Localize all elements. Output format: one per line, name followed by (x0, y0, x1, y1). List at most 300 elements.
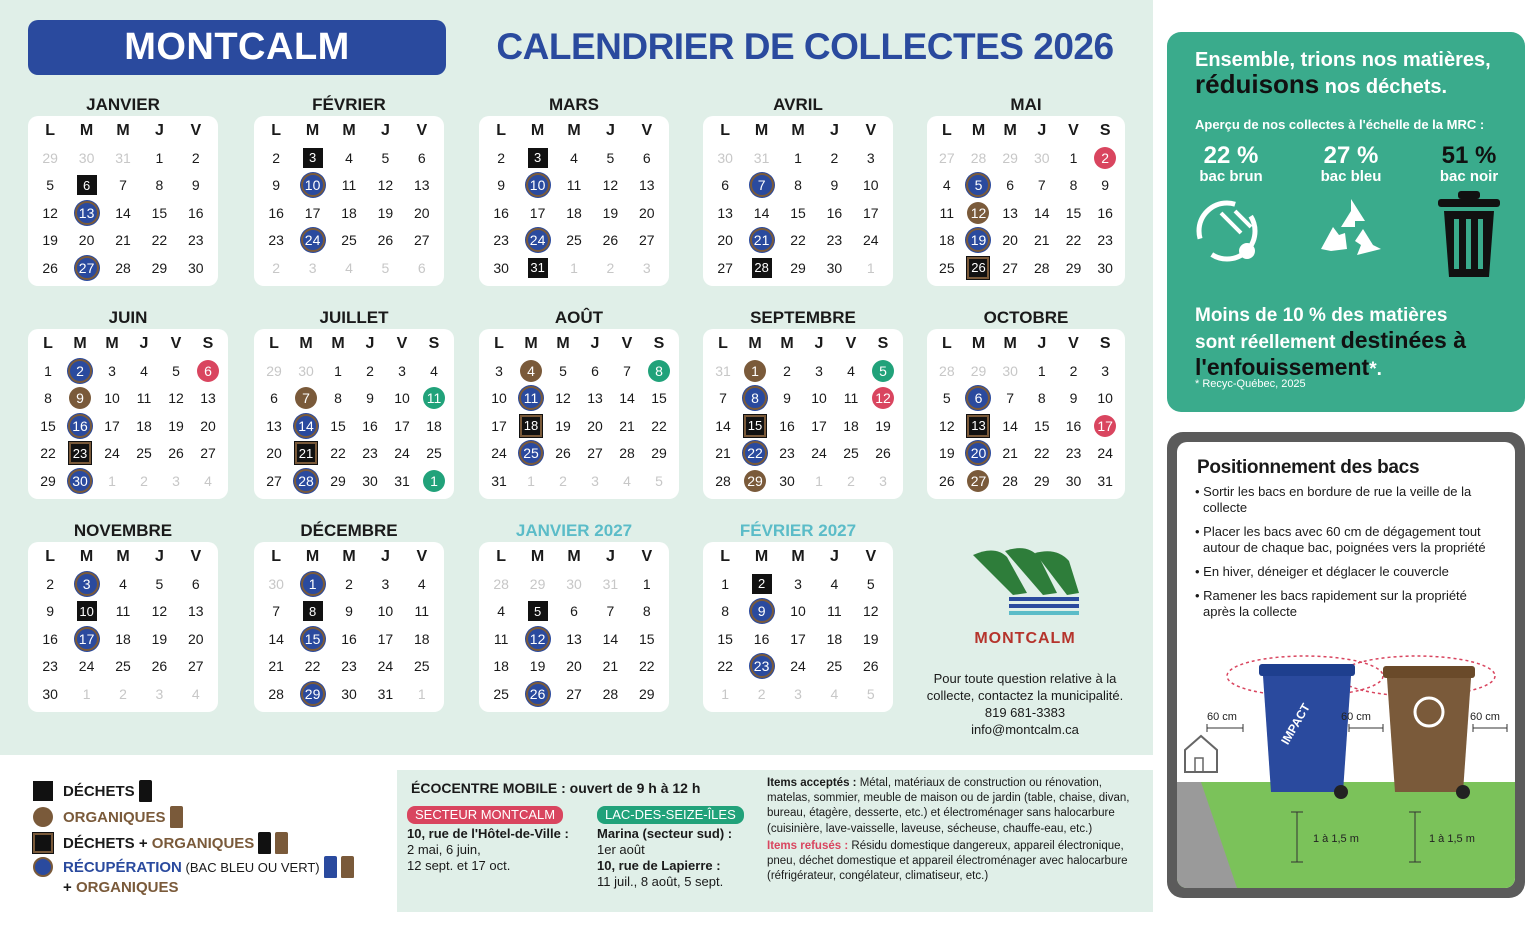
day-cell (404, 172, 440, 200)
day-number: 15 (790, 204, 806, 221)
day-cell (743, 570, 779, 598)
weekday-header: M (79, 122, 94, 139)
day-number: 3 (381, 575, 390, 592)
day-other-month: 1 (815, 472, 823, 489)
day-cell (780, 227, 816, 255)
day-number: 4 (430, 362, 438, 379)
day-cell (128, 357, 160, 385)
day-number: 26 (602, 232, 619, 249)
day-cell (331, 570, 367, 598)
day-number: 7 (1037, 177, 1046, 194)
trash-bin-icon (1434, 189, 1504, 279)
day-cell (547, 440, 579, 468)
day-cell (611, 357, 643, 385)
day-cell (707, 625, 743, 653)
weekday-header: J (590, 335, 600, 352)
day-number: 16 (341, 630, 357, 647)
month-name: MAI (1010, 95, 1042, 114)
day-cell (931, 440, 963, 468)
day-cell (64, 385, 96, 413)
day-number: 2 (272, 149, 281, 166)
day-cell (294, 598, 330, 626)
day-cell (515, 385, 547, 413)
day-cell (835, 385, 867, 413)
day-number: 27 (1002, 259, 1018, 276)
day-recuperation: 26 (526, 682, 550, 706)
day-cell (32, 412, 64, 440)
weekday-header: V (641, 548, 653, 565)
day-other-month: 28 (493, 575, 509, 592)
day-number: 14 (115, 204, 131, 221)
day-number: 18 (843, 417, 859, 434)
day-recuperation: 27 (75, 256, 99, 280)
brown-bin-icon (170, 806, 183, 828)
weekday-header: J (829, 548, 839, 565)
day-dechets: 8 (303, 601, 323, 621)
day-cell (547, 357, 579, 385)
day-number: 18 (115, 630, 131, 647)
compost-icon (1191, 193, 1271, 268)
day-cell (556, 227, 592, 255)
day-cell (816, 625, 852, 653)
ecocentre-title: ÉCOCENTRE MOBILE : ouvert de 9 h à 12 h (411, 780, 701, 796)
ecocentre-montcalm (407, 806, 587, 874)
day-cell (803, 412, 835, 440)
day-cell (128, 440, 160, 468)
day-cell (780, 254, 816, 282)
day-cell (290, 440, 322, 468)
weekday-header: M (105, 335, 119, 352)
month-name: JANVIER (86, 95, 160, 114)
day-cell (994, 227, 1026, 255)
month-card (254, 116, 444, 286)
day-number: 20 (587, 417, 603, 434)
day-cell (64, 412, 96, 440)
day-number: 19 (863, 630, 879, 647)
day-organiques: 7 (295, 387, 317, 409)
day-other-month: 30 (566, 575, 582, 592)
day-number: 13 (200, 390, 216, 407)
day-number: 2 (191, 149, 200, 166)
day-cell (290, 412, 322, 440)
day-cell (707, 653, 743, 681)
day-cell (258, 570, 294, 598)
weekday-header: V (865, 122, 877, 139)
day-number: 22 (40, 445, 56, 462)
day-cell (963, 412, 995, 440)
month-grid (931, 118, 1121, 282)
day-cell (258, 199, 294, 227)
day-number: 1 (1069, 149, 1078, 166)
weekday-header: S (428, 335, 440, 352)
day-cell (354, 385, 386, 413)
weekday-header: M (331, 335, 345, 352)
month-card (927, 116, 1125, 286)
day-number: 6 (591, 362, 599, 379)
weekday-header: V (1068, 335, 1079, 352)
dates-2a: 1er août (597, 842, 645, 857)
weekday-header: M (305, 548, 320, 565)
day-cell (931, 227, 963, 255)
day-cell (931, 467, 963, 495)
day-number: 3 (866, 149, 875, 166)
day-cell (178, 172, 214, 200)
positioning-list (1195, 484, 1495, 628)
day-cell (258, 598, 294, 626)
month-name: AOÛT (554, 308, 604, 327)
day-cell (739, 385, 771, 413)
framed-square-icon (33, 833, 53, 853)
month-card (254, 542, 444, 712)
legend (33, 778, 383, 896)
weekday-header: J (154, 548, 164, 565)
day-cell (483, 467, 515, 495)
day-number: 16 (753, 630, 770, 647)
day-cell (141, 598, 177, 626)
day-cell (1058, 254, 1090, 282)
month-name: NOVEMBRE (73, 521, 173, 540)
month-card (479, 329, 679, 499)
day-cell (32, 357, 64, 385)
month-card (479, 116, 669, 286)
day-other-month: 27 (939, 149, 955, 166)
day-cell (141, 653, 177, 681)
day-number: 4 (942, 177, 951, 194)
stats-heading-line-1: Ensemble, trions nos matières, (1195, 49, 1491, 71)
day-cell (178, 227, 214, 255)
day-cell (853, 199, 889, 227)
day-number: 12 (168, 390, 184, 407)
day-cell (994, 467, 1026, 495)
weekday-header: J (1037, 335, 1047, 352)
stats-footer-line-2b: destinées à (1340, 327, 1467, 353)
day-cell (707, 144, 743, 172)
day-cell (592, 172, 628, 200)
month-calendar (703, 307, 903, 499)
day-number: 18 (493, 658, 509, 675)
day-other-month: 2 (847, 472, 855, 489)
day-number: 22 (1065, 232, 1082, 249)
day-cell (515, 467, 547, 495)
day-ecocentre-lac: 1 (423, 470, 445, 492)
day-organiques: 1 (744, 360, 766, 382)
day-number: 25 (939, 259, 955, 276)
day-number: 23 (1097, 232, 1113, 249)
items-refused (767, 839, 1147, 885)
day-number: 10 (790, 603, 806, 620)
day-cell (853, 680, 889, 708)
day-other-month: 28 (939, 362, 955, 379)
day-cell (592, 680, 628, 708)
day-dechets: 3 (303, 148, 323, 168)
day-cell (579, 412, 611, 440)
brown-bin-icon (275, 832, 288, 854)
day-number: 19 (151, 630, 168, 647)
day-number: 24 (78, 658, 95, 675)
day-cell (707, 440, 739, 468)
dates-1b: 12 sept. et 17 oct. (407, 858, 511, 873)
day-cell (853, 570, 889, 598)
day-number: 19 (555, 417, 571, 434)
day-number: 4 (497, 603, 506, 620)
day-cell (835, 412, 867, 440)
day-cell (963, 227, 995, 255)
day-number: 10 (377, 603, 394, 620)
day-number: 27 (414, 232, 430, 249)
weekday-header: L (269, 335, 279, 352)
contact-phone: 819 681-3383 (984, 705, 1066, 720)
weekday-header: V (641, 122, 653, 139)
day-cell (592, 598, 628, 626)
day-cell (629, 254, 665, 282)
day-cell (519, 680, 555, 708)
day-organiques: 4 (520, 360, 542, 382)
day-number: 24 (863, 232, 879, 249)
month-calendar (703, 94, 893, 286)
day-cell (367, 144, 403, 172)
day-dechets-organiques: 23 (69, 442, 91, 464)
month-grid (32, 331, 224, 495)
month-name: DÉCEMBRE (300, 521, 398, 540)
contact-line-1: Pour toute question relative à la (933, 671, 1117, 686)
day-number: 2 (783, 362, 791, 379)
day-cell (1089, 254, 1121, 282)
day-number: 10 (491, 390, 507, 407)
day-cell (931, 199, 963, 227)
day-dechets: 28 (752, 258, 772, 278)
day-cell (556, 598, 592, 626)
day-cell (404, 227, 440, 255)
day-number: 9 (1101, 177, 1110, 194)
day-dechets: 3 (528, 148, 548, 168)
day-cell (1026, 440, 1058, 468)
day-cell (835, 440, 867, 468)
day-number: 31 (394, 472, 410, 489)
stats-subheading: Aperçu de nos collectes à l'échelle de la MRC : (1195, 117, 1485, 132)
accepted-label: Items acceptés : (767, 777, 857, 789)
day-cell (105, 680, 141, 708)
month-name: MARS (548, 95, 600, 114)
logo-text: MONTCALM (974, 630, 1076, 647)
month-grid (32, 544, 214, 708)
day-cell (354, 357, 386, 385)
day-dechets: 10 (77, 601, 97, 621)
day-cell (611, 467, 643, 495)
day-cell (367, 570, 403, 598)
day-number: 9 (1069, 390, 1078, 407)
stats-footer-line-3a: l'enfouissement (1195, 354, 1370, 380)
day-cell (367, 680, 403, 708)
day-cell (556, 570, 592, 598)
stats-footer-line-3b: *. (1369, 359, 1382, 380)
day-number: 30 (341, 685, 357, 702)
day-cell (1058, 144, 1090, 172)
day-number: 23 (1065, 445, 1082, 462)
black-bin-icon (139, 780, 152, 802)
day-number: 14 (753, 204, 770, 221)
day-cell (1089, 172, 1121, 200)
day-number: 30 (362, 472, 378, 489)
day-other-month: 4 (830, 685, 839, 702)
day-cell (707, 227, 743, 255)
day-cell (547, 412, 579, 440)
day-number: 31 (1097, 472, 1113, 489)
day-number: 26 (555, 445, 571, 462)
month-name: SEPTEMBRE (750, 308, 856, 327)
day-cell (963, 254, 995, 282)
day-cell (963, 357, 995, 385)
day-cell (483, 254, 519, 282)
day-recuperation: 23 (750, 654, 774, 678)
month-name: JUILLET (319, 308, 389, 327)
day-cell (556, 680, 592, 708)
day-cell (592, 653, 628, 681)
stat-bleu-pct: 27 % (1323, 142, 1379, 169)
day-cell (611, 412, 643, 440)
day-cell (68, 598, 104, 626)
weekday-header: L (718, 335, 728, 352)
day-cell (192, 440, 224, 468)
day-cell (32, 625, 68, 653)
blue-bin-icon (324, 856, 337, 878)
day-cell (1089, 467, 1121, 495)
brand-banner: MONTCALM (28, 20, 446, 75)
day-number: 3 (794, 575, 802, 592)
month-calendar (254, 520, 444, 712)
weekday-header: L (496, 122, 507, 139)
day-number: 2 (46, 575, 55, 592)
weekday-header: S (1099, 335, 1111, 352)
day-other-month: 4 (623, 472, 631, 489)
day-other-month: 3 (172, 472, 180, 489)
day-other-month: 1 (527, 472, 535, 489)
day-cell (68, 653, 104, 681)
black-bin-icon (258, 832, 271, 854)
day-number: 27 (717, 259, 733, 276)
day-number: 20 (266, 445, 282, 462)
day-number: 28 (1034, 259, 1050, 276)
day-cell (780, 680, 816, 708)
day-cell (853, 653, 889, 681)
day-dechets-organiques: 15 (744, 415, 766, 437)
day-number: 21 (115, 232, 131, 249)
day-cell (192, 357, 224, 385)
dim-60-middle: 60 cm (1341, 711, 1371, 723)
day-number: 3 (1101, 362, 1110, 379)
day-ecocentre-lac: 11 (423, 387, 445, 409)
legend-dechets-organiques (33, 830, 383, 856)
day-number: 13 (1002, 204, 1018, 221)
info-panel (1153, 0, 1535, 932)
day-number: 30 (1065, 472, 1082, 489)
day-cell (963, 199, 995, 227)
day-cell (963, 144, 995, 172)
month-card (703, 329, 903, 499)
day-number: 16 (779, 417, 795, 434)
month-grid (707, 331, 899, 495)
day-number: 26 (939, 472, 955, 489)
day-cell (643, 440, 675, 468)
day-cell (519, 144, 555, 172)
legend-organiques (33, 804, 383, 830)
weekday-header: M (530, 122, 545, 139)
day-number: 22 (151, 232, 168, 249)
day-number: 29 (40, 472, 56, 489)
day-number: 18 (136, 417, 152, 434)
month-calendar (28, 94, 218, 286)
day-cell (743, 227, 779, 255)
day-cell (707, 467, 739, 495)
day-cell (483, 412, 515, 440)
day-number: 22 (717, 658, 733, 675)
day-cell (418, 467, 450, 495)
day-number: 11 (136, 390, 152, 407)
day-cell (32, 172, 68, 200)
day-other-month: 30 (717, 149, 733, 166)
stat-noir-label: bac noir (1439, 168, 1499, 185)
positioning-box (1167, 432, 1525, 898)
day-cell (1058, 357, 1090, 385)
day-number: 4 (119, 575, 127, 592)
day-other-month: 28 (970, 149, 987, 166)
day-cell (1089, 144, 1121, 172)
day-cell (1026, 467, 1058, 495)
day-number: 1 (44, 362, 52, 379)
day-cell (160, 440, 192, 468)
day-number: 20 (639, 204, 655, 221)
day-cell (367, 598, 403, 626)
day-other-month: 5 (655, 472, 663, 489)
day-cell (556, 653, 592, 681)
day-cell (105, 598, 141, 626)
day-number: 16 (268, 204, 284, 221)
day-number: 13 (639, 177, 655, 194)
day-cell (994, 254, 1026, 282)
day-number: 14 (1034, 204, 1050, 221)
day-ecocentre-montcalm: 17 (1094, 415, 1116, 437)
day-other-month: 29 (266, 362, 282, 379)
weekday-header: M (754, 548, 769, 565)
day-number: 19 (529, 658, 546, 675)
day-organiques: 12 (967, 202, 989, 224)
day-number: 17 (811, 417, 827, 434)
stats-box (1167, 32, 1525, 412)
day-number: 4 (847, 362, 855, 379)
day-cell (629, 227, 665, 255)
day-number: 1 (155, 149, 164, 166)
day-number: 13 (566, 630, 582, 647)
brown-bin-icon (341, 856, 354, 878)
day-cell (354, 467, 386, 495)
weekday-header: M (567, 122, 581, 139)
day-number: 22 (330, 445, 346, 462)
day-cell (258, 385, 290, 413)
day-number: 28 (602, 685, 619, 702)
day-cell (367, 254, 403, 282)
ecocentre-section (397, 770, 1153, 912)
stat-brun-label: bac brun (1199, 168, 1263, 185)
day-cell (258, 653, 294, 681)
day-recuperation: 1 (301, 572, 325, 596)
day-number: 28 (1002, 472, 1018, 489)
day-cell (258, 254, 294, 282)
day-dechets: 31 (528, 258, 548, 278)
month-grid (258, 118, 440, 282)
day-cell (68, 227, 104, 255)
day-cell (290, 357, 322, 385)
day-number: 8 (44, 390, 52, 407)
day-cell (519, 254, 555, 282)
